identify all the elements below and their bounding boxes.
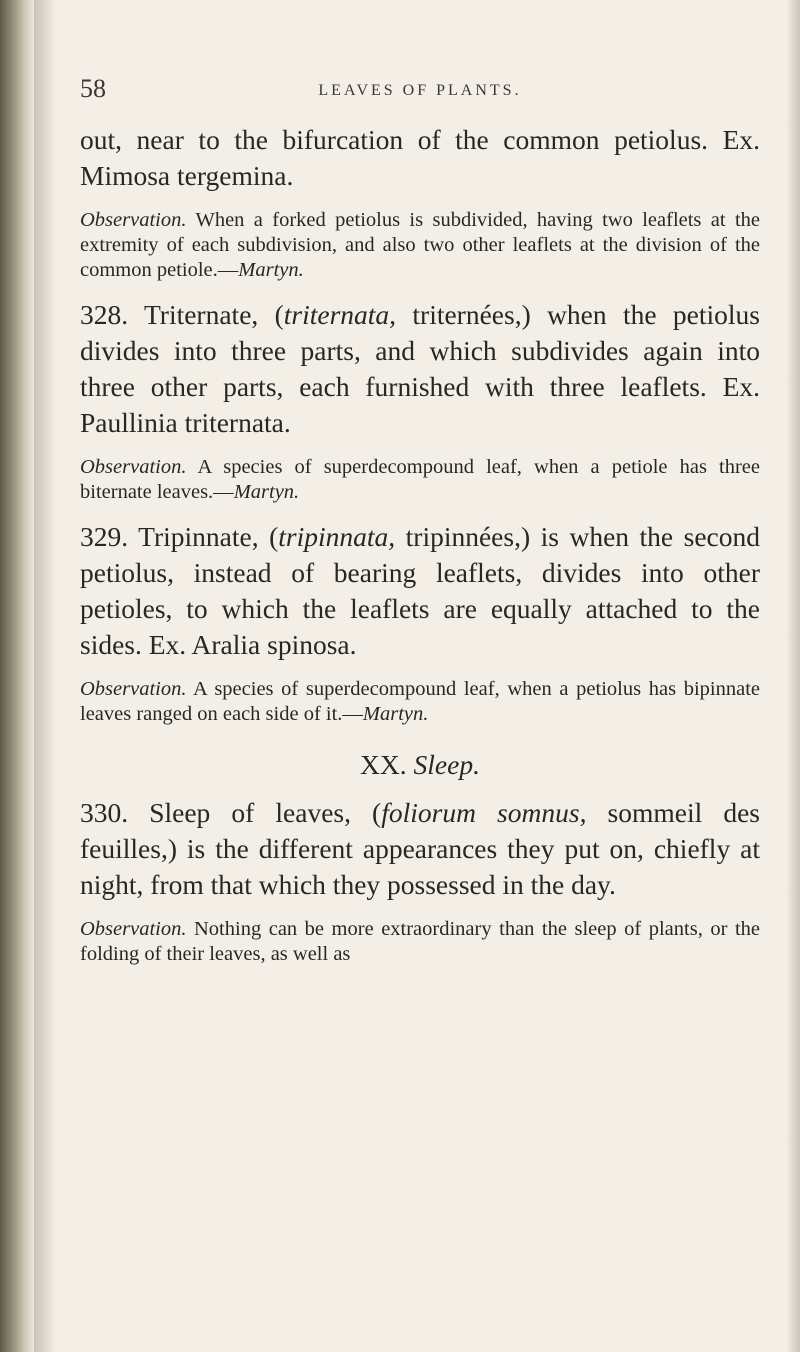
book-binding-shadow xyxy=(0,0,34,1352)
entry-329 xyxy=(80,519,760,663)
entry-text: sommeil des feuilles,) is the different appearances they put on, chiefly at night, from that which they possessed in the day. xyxy=(80,797,761,900)
observation-text: A species of superdecompound leaf, when a petiole has three biternate leaves.— xyxy=(80,456,760,503)
observation-text: Nothing can be more extraordinary than the sleep of plants, or the folding of their leaves, as well as xyxy=(80,918,760,965)
book-page xyxy=(80,70,760,967)
section-title: Sleep. xyxy=(413,749,480,780)
entry-number: 328. xyxy=(80,299,129,330)
entry-text: triternées,) when the petiolus divides into three parts, and which subdivides again into three other parts, each furnished with three leaflets. Ex. Paullinia triternata. xyxy=(80,299,760,438)
observation-note xyxy=(80,455,760,505)
entry-term: Sleep of leaves, ( xyxy=(128,797,382,828)
observation-label: Observation. xyxy=(80,456,187,478)
entry-term: Triternate, ( xyxy=(128,299,284,330)
section-numeral: XX. xyxy=(360,749,407,780)
observation-note xyxy=(80,208,760,283)
observation-author: Martyn. xyxy=(362,703,429,725)
entry-number: 330. xyxy=(80,797,129,828)
entry-328 xyxy=(80,297,760,441)
running-head: LEAVES OF PLANTS. xyxy=(318,82,522,99)
paragraph-continuation xyxy=(80,122,760,194)
observation-label: Observation. xyxy=(80,209,187,231)
observation-note xyxy=(80,917,760,967)
entry-text: tripinnées,) is when the second petiolus, instead of bearing leaflets, divides into other petioles, to which the leaflets are equally attached to the sides. Ex. Aralia spinosa. xyxy=(80,521,761,660)
section-heading xyxy=(80,747,760,783)
observation-text: When a forked petiolus is subdivided, having two leaflets at the extremity of each subdivision, and also two other leaflets at the division of the common petiole.— xyxy=(80,209,760,281)
entry-330 xyxy=(80,795,760,903)
observation-note xyxy=(80,677,760,727)
entry-term: Tripinnate, ( xyxy=(128,521,279,552)
page-edge-shadow xyxy=(786,0,800,1352)
observation-author: Martyn. xyxy=(238,259,304,281)
observation-author: Martyn. xyxy=(233,481,300,503)
observation-label: Observation. xyxy=(80,918,187,940)
paragraph-text: out, near to the bifurcation of the common petiolus. Ex. Mimosa tergemina. xyxy=(80,124,760,191)
observation-label: Observation. xyxy=(80,678,187,700)
page-number: 58 xyxy=(80,74,106,103)
entry-number: 329. xyxy=(80,521,129,552)
entry-latin: foliorum somnus, xyxy=(381,797,587,828)
observation-text: A species of superdecompound leaf, when a petiolus has bipinnate leaves ranged on each side of it.— xyxy=(80,678,760,725)
gutter-shading xyxy=(34,0,56,1352)
entry-latin: tripinnata, xyxy=(278,521,396,552)
page-header xyxy=(80,70,760,110)
entry-latin: triternata, xyxy=(283,299,397,330)
